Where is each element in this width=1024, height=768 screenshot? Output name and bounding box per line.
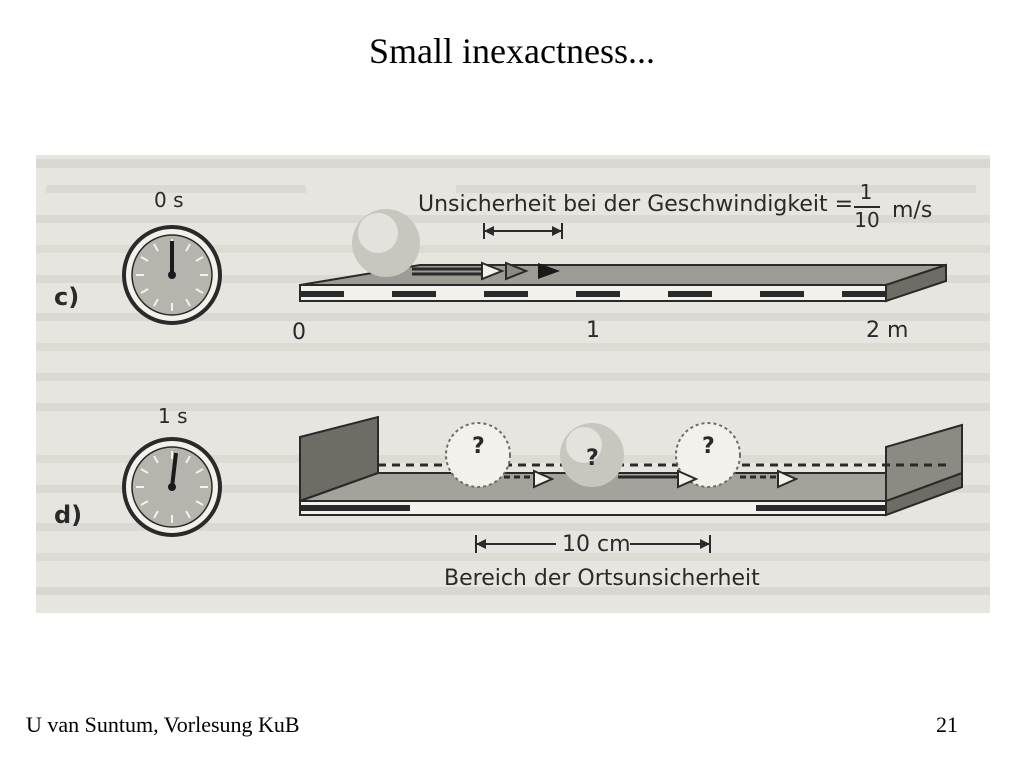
- clock-d-time: 1 s: [158, 404, 188, 428]
- fraction-denominator: 10: [854, 208, 880, 232]
- scale-label-0: 0: [292, 320, 306, 345]
- clock-c-time: 0 s: [154, 188, 184, 212]
- panel-d-label: d): [54, 501, 83, 529]
- scale-label-2: 2 m: [866, 318, 909, 343]
- panel-c-label: c): [54, 283, 80, 311]
- range-caption: Bereich der Ortsunsicherheit: [444, 566, 760, 591]
- distance-label: 10 cm: [562, 532, 631, 557]
- speed-unit: m/s: [892, 198, 933, 223]
- question-mark-left: ?: [472, 434, 485, 459]
- ball-c: [352, 209, 420, 277]
- footer-author: U van Suntum, Vorlesung KuB: [26, 712, 300, 737]
- speed-uncertainty-text: Unsicherheit bei der Geschwindigkeit =: [418, 192, 854, 217]
- speed-uncertainty-bracket: [484, 223, 562, 239]
- question-mark-center: ?: [586, 446, 599, 471]
- scanned-figure: [36, 155, 990, 613]
- scale-label-1: 1: [586, 318, 600, 343]
- page-number: 21: [936, 712, 958, 737]
- track-d: [300, 417, 962, 515]
- clock-c: [124, 227, 220, 323]
- clock-d: [124, 439, 220, 535]
- question-mark-right: ?: [702, 434, 715, 459]
- slide-title: Small inexactness...: [369, 31, 655, 71]
- fraction-numerator: 1: [859, 180, 873, 204]
